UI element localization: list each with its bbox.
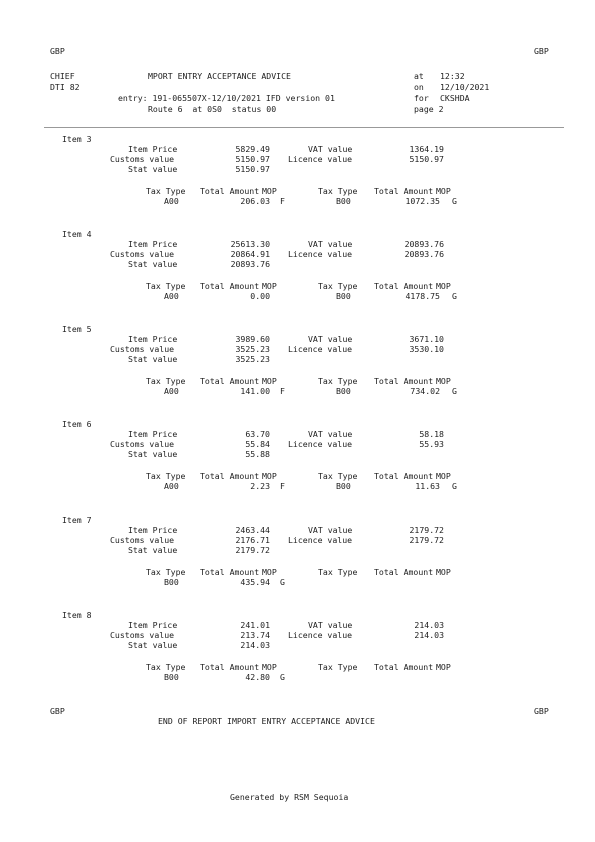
total-amount-header: Total Amount <box>200 567 260 577</box>
mop-value: G <box>452 481 457 491</box>
licence-value-label: Licence value <box>288 154 353 164</box>
entry-reference: entry: 191-065507X-12/10/2021 IFD version 01 <box>118 93 335 103</box>
route-status: Route 6 at 0S0 status 00 <box>148 104 277 114</box>
item-heading: Item 8 <box>62 610 92 620</box>
tax-type-header: Tax Type <box>318 471 358 481</box>
customs-value-label: Customs value <box>110 154 175 164</box>
tax-type-header: Tax Type <box>146 376 186 386</box>
for-label: for <box>414 93 429 103</box>
tax-type-header: Tax Type <box>318 376 358 386</box>
system-code: DTI 82 <box>50 82 80 92</box>
tax-amount-value: 435.94 <box>240 577 270 587</box>
customs-value: 5150.97 <box>235 154 270 164</box>
tax-type-value: A00 <box>164 196 179 206</box>
stat-value-label: Stat value <box>128 449 178 459</box>
item-block <box>0 420 595 508</box>
tax-amount-value: 1072.35 <box>405 196 440 206</box>
tax-type-header: Tax Type <box>318 186 358 196</box>
mop-value: G <box>452 291 457 301</box>
licence-value: 5150.97 <box>409 154 444 164</box>
customs-value: 3525.23 <box>235 344 270 354</box>
tax-type-value: A00 <box>164 386 179 396</box>
vat-value: 1364.19 <box>409 144 444 154</box>
customs-value: 20864.91 <box>230 249 270 259</box>
tax-amount-value: 734.02 <box>410 386 440 396</box>
vat-value-label: VAT value <box>308 620 353 630</box>
mop-value: F <box>280 481 285 491</box>
tax-amount-value: 42.80 <box>245 672 270 682</box>
total-amount-header: Total Amount <box>200 471 260 481</box>
vat-value: 2179.72 <box>409 525 444 535</box>
mop-value: G <box>452 386 457 396</box>
total-amount-header: Total Amount <box>374 376 434 386</box>
vat-value-label: VAT value <box>308 429 353 439</box>
tax-amount-value: 11.63 <box>415 481 440 491</box>
item-price-label: Item Price <box>128 334 178 344</box>
stat-value-label: Stat value <box>128 259 178 269</box>
currency-bottom-left: GBP <box>50 706 65 716</box>
tax-type-value: A00 <box>164 291 179 301</box>
tax-type-value: B00 <box>336 291 351 301</box>
item-block <box>0 516 595 604</box>
item-price-value: 3989.60 <box>235 334 270 344</box>
tax-type-header: Tax Type <box>318 662 358 672</box>
total-amount-header: Total Amount <box>374 567 434 577</box>
tax-amount-value: 2.23 <box>250 481 270 491</box>
generated-by: Generated by RSM Sequoia <box>230 792 349 802</box>
stat-value-label: Stat value <box>128 164 178 174</box>
total-amount-header: Total Amount <box>200 186 260 196</box>
mop-header: MOP <box>436 281 451 291</box>
licence-value-label: Licence value <box>288 535 353 545</box>
mop-header: MOP <box>262 186 277 196</box>
vat-value-label: VAT value <box>308 334 353 344</box>
tax-type-header: Tax Type <box>146 567 186 577</box>
licence-value-label: Licence value <box>288 344 353 354</box>
vat-value-label: VAT value <box>308 525 353 535</box>
item-price-value: 2463.44 <box>235 525 270 535</box>
vat-value: 3671.10 <box>409 334 444 344</box>
item-block <box>0 325 595 413</box>
licence-value: 3530.10 <box>409 344 444 354</box>
licence-value: 214.03 <box>414 630 444 640</box>
tax-type-value: A00 <box>164 481 179 491</box>
vat-value: 58.18 <box>419 429 444 439</box>
header-divider <box>44 127 564 128</box>
stat-value: 3525.23 <box>235 354 270 364</box>
on-label: on <box>414 82 424 92</box>
customs-value-label: Customs value <box>110 344 175 354</box>
tax-type-header: Tax Type <box>146 281 186 291</box>
mop-header: MOP <box>436 186 451 196</box>
vat-value: 20893.76 <box>404 239 444 249</box>
stat-value-label: Stat value <box>128 640 178 650</box>
date-value: 12/10/2021 <box>440 82 490 92</box>
customs-value: 213.74 <box>240 630 270 640</box>
mop-header: MOP <box>262 376 277 386</box>
stat-value-label: Stat value <box>128 354 178 364</box>
licence-value-label: Licence value <box>288 439 353 449</box>
item-price-label: Item Price <box>128 620 178 630</box>
mop-header: MOP <box>436 471 451 481</box>
tax-type-value: B00 <box>164 672 179 682</box>
item-price-value: 241.01 <box>240 620 270 630</box>
licence-value-label: Licence value <box>288 630 353 640</box>
mop-value: G <box>452 196 457 206</box>
mop-header: MOP <box>262 471 277 481</box>
tax-type-value: B00 <box>336 196 351 206</box>
item-block <box>0 135 595 223</box>
total-amount-header: Total Amount <box>200 281 260 291</box>
stat-value: 2179.72 <box>235 545 270 555</box>
customs-value-label: Customs value <box>110 535 175 545</box>
document-title: MPORT ENTRY ACCEPTANCE ADVICE <box>148 71 291 81</box>
item-heading: Item 3 <box>62 134 92 144</box>
item-price-label: Item Price <box>128 525 178 535</box>
customs-value-label: Customs value <box>110 439 175 449</box>
licence-value: 2179.72 <box>409 535 444 545</box>
stat-value: 20893.76 <box>230 259 270 269</box>
mop-value: G <box>280 672 285 682</box>
tax-type-header: Tax Type <box>146 471 186 481</box>
tax-type-value: B00 <box>336 481 351 491</box>
customs-value: 55.84 <box>245 439 270 449</box>
stat-value: 214.03 <box>240 640 270 650</box>
mop-header: MOP <box>436 662 451 672</box>
stat-value: 5150.97 <box>235 164 270 174</box>
end-of-report: END OF REPORT IMPORT ENTRY ACCEPTANCE ADVICE <box>158 716 375 726</box>
tax-type-header: Tax Type <box>146 186 186 196</box>
vat-value-label: VAT value <box>308 144 353 154</box>
total-amount-header: Total Amount <box>374 471 434 481</box>
tax-type-value: B00 <box>336 386 351 396</box>
mop-header: MOP <box>436 376 451 386</box>
tax-type-header: Tax Type <box>318 567 358 577</box>
mop-value: F <box>280 196 285 206</box>
tax-amount-value: 141.00 <box>240 386 270 396</box>
stat-value: 55.88 <box>245 449 270 459</box>
item-price-label: Item Price <box>128 429 178 439</box>
customs-value: 2176.71 <box>235 535 270 545</box>
item-price-value: 5829.49 <box>235 144 270 154</box>
total-amount-header: Total Amount <box>374 186 434 196</box>
total-amount-header: Total Amount <box>200 376 260 386</box>
item-heading: Item 5 <box>62 324 92 334</box>
item-heading: Item 7 <box>62 515 92 525</box>
item-heading: Item 4 <box>62 229 92 239</box>
mop-header: MOP <box>262 281 277 291</box>
stat-value-label: Stat value <box>128 545 178 555</box>
time-value: 12:32 <box>440 71 465 81</box>
total-amount-header: Total Amount <box>374 281 434 291</box>
licence-value-label: Licence value <box>288 249 353 259</box>
system-name: CHIEF <box>50 71 75 81</box>
vat-value: 214.03 <box>414 620 444 630</box>
at-label: at <box>414 71 424 81</box>
currency-top-right: GBP <box>534 46 549 56</box>
item-price-value: 63.70 <box>245 429 270 439</box>
mop-value: G <box>280 577 285 587</box>
customs-value-label: Customs value <box>110 630 175 640</box>
total-amount-header: Total Amount <box>374 662 434 672</box>
item-price-label: Item Price <box>128 144 178 154</box>
currency-bottom-right: GBP <box>534 706 549 716</box>
customs-value-label: Customs value <box>110 249 175 259</box>
licence-value: 55.93 <box>419 439 444 449</box>
page-number: page 2 <box>414 104 444 114</box>
item-block <box>0 611 595 699</box>
item-heading: Item 6 <box>62 419 92 429</box>
tax-amount-value: 0.00 <box>250 291 270 301</box>
licence-value: 20893.76 <box>404 249 444 259</box>
item-block <box>0 230 595 318</box>
tax-amount-value: 4178.75 <box>405 291 440 301</box>
total-amount-header: Total Amount <box>200 662 260 672</box>
mop-header: MOP <box>262 662 277 672</box>
tax-type-header: Tax Type <box>146 662 186 672</box>
tax-type-header: Tax Type <box>318 281 358 291</box>
mop-header: MOP <box>436 567 451 577</box>
mop-value: F <box>280 386 285 396</box>
vat-value-label: VAT value <box>308 239 353 249</box>
tax-amount-value: 206.03 <box>240 196 270 206</box>
item-price-value: 25613.30 <box>230 239 270 249</box>
mop-header: MOP <box>262 567 277 577</box>
for-value: CKSHDA <box>440 93 470 103</box>
item-price-label: Item Price <box>128 239 178 249</box>
currency-top-left: GBP <box>50 46 65 56</box>
tax-type-value: B00 <box>164 577 179 587</box>
